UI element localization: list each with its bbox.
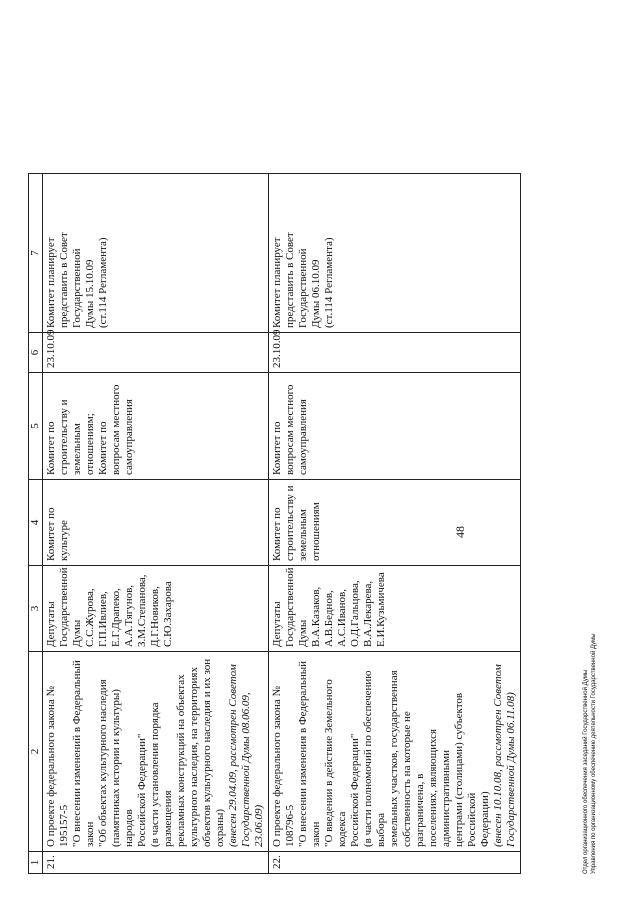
description-lines (271, 656, 492, 847)
row-number: 21. (43, 852, 269, 874)
bill-description (269, 652, 521, 852)
column-header-1: 1 (29, 852, 43, 874)
text-line: (в части полномочий по обеспечению выбора (362, 670, 387, 847)
text-line: О проекте федерального закона № 195157-5 (45, 686, 70, 847)
text-line: А.В.Беднов, (323, 590, 335, 647)
row-number: 22. (269, 852, 521, 874)
responsible-committee (43, 480, 269, 566)
text-line: культуре (58, 520, 70, 561)
text-line: вопросам местного (110, 384, 122, 475)
rotated-document-page (28, 174, 608, 874)
text-line: отношениям (310, 502, 322, 561)
text-line: Комитет по (45, 421, 57, 475)
text-line: культурного наследия, на территориях (188, 667, 200, 847)
committee-plan (43, 174, 269, 333)
bill-description (43, 652, 269, 852)
footer-directorate: Управления по организационному обеспечению деятельности Государственной Думы (591, 633, 597, 874)
column-header-5: 5 (29, 373, 43, 480)
text-line: Е.Г.Драпеко, (110, 588, 122, 647)
bill-authors (43, 566, 269, 652)
text-line: Думы 15.10.09 (84, 259, 96, 328)
text-line: З.М.Степанова, (136, 574, 148, 647)
description-lines (45, 656, 227, 847)
text-line: земельным (71, 423, 83, 475)
text-line: О.Д.Гальцова, (349, 580, 361, 647)
page-footer (582, 633, 598, 874)
agenda-table (28, 173, 521, 874)
text-line: Комитет планирует (45, 237, 57, 328)
text-line: отношениям; (84, 413, 96, 475)
table-header-row (29, 174, 43, 874)
text-line: В.А.Казаков, (310, 586, 322, 647)
text-line: охраны) (214, 808, 226, 847)
page-number: 48 (453, 526, 467, 538)
text-line: центрами (столицами) субъектов Российской (453, 692, 478, 847)
text-line: "О внесении изменения в Федеральный закон (297, 660, 322, 847)
text-line: строительству и (58, 399, 70, 475)
bill-authors (269, 566, 521, 652)
text-line: Комитет планирует (271, 237, 283, 328)
text-line: Думы 06.10.09 (310, 259, 322, 328)
committee-plan (269, 174, 521, 333)
text-line: представить в Совет (58, 232, 70, 328)
column-header-6: 6 (29, 333, 43, 373)
text-line: (памятниках истории и культуры) народов (110, 689, 135, 847)
text-line: О проекте федерального закона № 108796-5 (271, 686, 296, 847)
text-line: объектов культурного наследия и их зон (201, 658, 213, 847)
column-header-7: 7 (29, 174, 43, 333)
text-line: Государственной (71, 248, 83, 328)
text-line: "Об объектах культурного наследия (97, 679, 109, 847)
text-line: поселениях, являющихся административными (427, 728, 452, 847)
table-row (43, 174, 269, 874)
submission-note: (внесен 29.04.09, рассмотрен Советом Государственной Думы 08.06.09, 23.06.09) (227, 664, 265, 847)
text-line: (ст.114 Регламента) (97, 237, 109, 328)
text-line: Комитет по (97, 421, 109, 475)
text-line: Комитет по (271, 507, 283, 561)
text-line: Российской Федерации" (349, 733, 361, 847)
text-line: С.С.Журова, (84, 588, 96, 647)
text-line: С.Ю.Захарова (162, 581, 174, 647)
text-line: Государственной (297, 248, 309, 328)
text-line: "О введении в действие Земельного кодекса (323, 679, 348, 847)
co-executor-committees (269, 373, 521, 480)
text-line: Комитет по (45, 507, 57, 561)
text-line: самоуправления (297, 399, 309, 475)
text-line: "О внесении изменений в Федеральный закон (71, 660, 96, 847)
text-line: (в части установления порядка размещения (149, 702, 174, 847)
text-line: Думы (297, 619, 309, 647)
text-line: вопросам местного (284, 384, 296, 475)
text-line: В.А.Лекарева, (362, 580, 374, 647)
text-line: Комитет по (271, 421, 283, 475)
review-date: 23.10.09 (43, 333, 269, 373)
text-line: Федерации) (479, 791, 491, 847)
text-line: А.С.Иванов, (336, 589, 348, 647)
text-line: Государственной (58, 567, 70, 647)
text-line: А.А.Тягунов, (123, 584, 135, 647)
text-line: земельных участков, государственная (388, 670, 400, 847)
text-line: (ст.114 Регламента) (323, 237, 335, 328)
text-line: Е.И.Кузьмичева (375, 572, 387, 647)
text-line: земельным (297, 509, 309, 561)
co-executor-committees (43, 373, 269, 480)
text-line: Думы (71, 619, 83, 647)
text-line: Российской Федерации" (136, 733, 148, 847)
text-line: Депутаты (45, 601, 57, 647)
text-line: рекламных конструкций на объектах (175, 674, 187, 847)
text-line: Государственной (284, 567, 296, 647)
column-header-4: 4 (29, 480, 43, 566)
column-header-2: 2 (29, 652, 43, 852)
text-line: Депутаты (271, 601, 283, 647)
text-line: самоуправления (123, 399, 135, 475)
review-date: 23.10.09 (269, 333, 521, 373)
text-line: собственность на которые не разграничена, в (401, 711, 426, 847)
responsible-committee (269, 480, 521, 566)
submission-note: (внесен 10.10.08, рассмотрен Советом Государственной Думы 06.11.08) (492, 664, 517, 847)
table-row (269, 174, 521, 874)
text-line: Д.Г.Новиков, (149, 586, 161, 647)
text-line: представить в Совет (284, 232, 296, 328)
text-line: строительству и (284, 485, 296, 561)
column-header-3: 3 (29, 566, 43, 652)
footer-department: Отдел организационного обеспечения заседаний Государственной Думы (583, 669, 589, 874)
text-line: Г.П.Ивлиев, (97, 591, 109, 647)
